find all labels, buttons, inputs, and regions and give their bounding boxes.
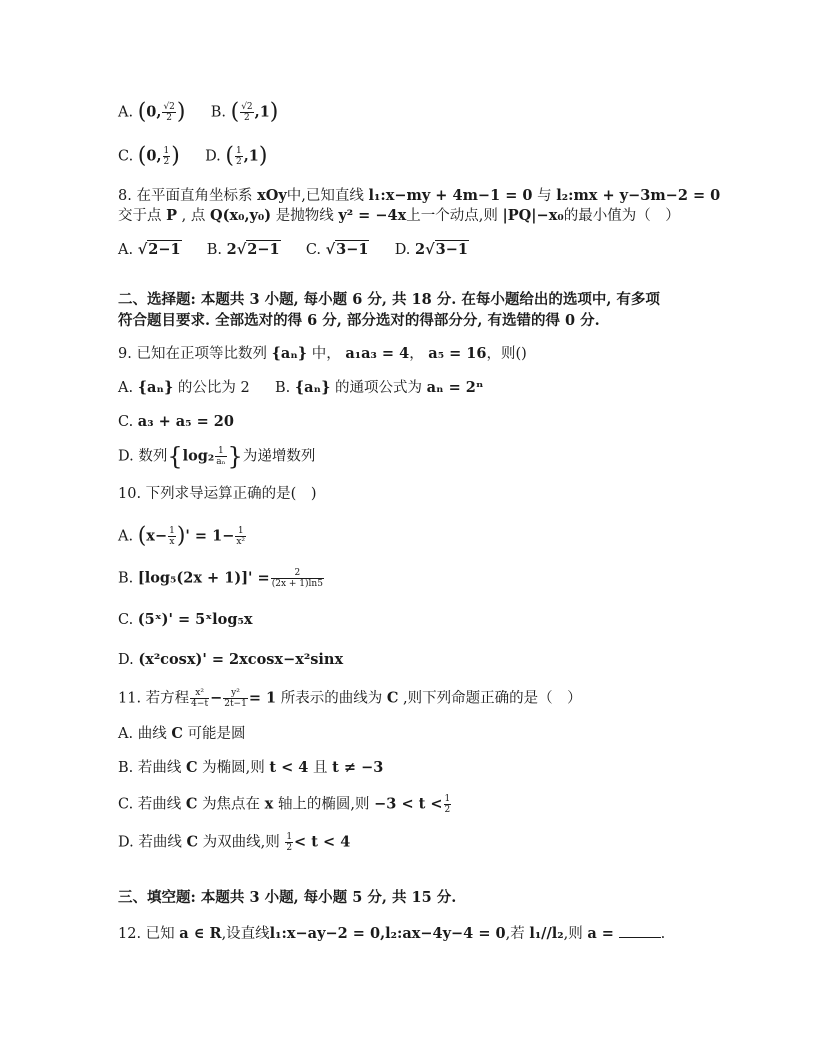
q11-option-c: C. 若曲线 C 为焦点在 x 轴上的椭圆,则 −3 < t < $\frac{1}{2}$ (118, 794, 451, 815)
q9-text: ，则() (486, 346, 527, 362)
q10-option-d: D. (x²cosx)' = 2xcosx−x²sinx (118, 651, 344, 668)
q7-option-b-expr: ,1 (254, 103, 270, 121)
q8-stem-line1 (118, 186, 720, 206)
q10-option-b-label: B. (118, 570, 134, 587)
q8-text: 的最小值为（ ） (563, 208, 680, 224)
q11-text: 所表示的曲线为 (280, 690, 383, 707)
q9-text: 的公比为 2 (177, 380, 250, 396)
q7-option-d-expr: ,1 (243, 147, 259, 165)
q8-option-a-expr: √2−1 (137, 241, 181, 258)
q9-math: {aₙ} (271, 345, 308, 362)
fraction: $\frac{1}{x}$ (169, 526, 175, 547)
q8-text: 交于点 (118, 208, 162, 224)
q11-stem: 11. 若方程 $\frac{\text{x²}}{4-t}$ − $\frac{\text{y²}}{2t-1}$ = 1 所表示的曲线为 C ,则下列命题正确的是（ ） (118, 688, 582, 709)
q7-options-cd: C. (0, $\frac{1}{2}$ ) D. ( $\frac{1}{2}$ ,1) (118, 143, 268, 169)
q7-option-d-label: D. (205, 148, 221, 165)
q10-option-c: C. (5ˣ)' = 5ˣlog₅x (118, 611, 253, 628)
q10-option-c-label: C. (118, 612, 134, 628)
q8-text: , 点 (181, 208, 206, 224)
q8-option-d-expr: 2√3−1 (415, 241, 468, 258)
q9-math: log₂ (182, 447, 215, 465)
q8-text: 与 (537, 188, 552, 204)
q9-text: 中， (311, 346, 341, 362)
q9-option-c-label: C. (118, 414, 134, 430)
q8-text: 上一个动点,则 (406, 208, 498, 224)
q8-math: |PQ|−x₀ (502, 207, 564, 224)
q12-stem: 12. 已知 a ∈ R,设直线l₁:x−ay−2 = 0,l₂:ax−4y−4 = 0,若 l₁//l₂,则 a = . (118, 925, 666, 942)
q11-option-b: B. 若曲线 C 为椭圆,则 t < 4 且 t ≠ −3 (118, 759, 384, 776)
q8-option-c-label: C. (305, 242, 322, 258)
q8-math: xOy (257, 187, 287, 204)
q9-option-d-label: D. 数列 (118, 448, 168, 465)
q7-option-c-label: C. (118, 148, 134, 165)
q8-text: 中,已知直线 (286, 188, 364, 204)
fraction: $\frac{\text{x²}}{4-t}$ (191, 688, 209, 709)
q8-text: 是抛物线 (275, 208, 334, 224)
q8-option-d-label: D. (394, 242, 411, 258)
q9-text: 为递增数列 (242, 448, 316, 465)
q8-math: l₁:x−my + 4m−1 = 0 (368, 187, 533, 204)
q8-math: Q(x₀,y₀) (209, 207, 272, 224)
fraction: $\frac{2}{(2x + 1)\ln 5}$ (271, 568, 323, 589)
fraction: $\frac{1}{2}$ (444, 794, 451, 815)
q11-text: ,则下列命题正确的是（ ） (403, 690, 582, 707)
q10-option-a-label: A. (118, 528, 134, 545)
q8-stem-line2 (118, 206, 680, 226)
q9-math: a₁a₃ = 4 (345, 345, 410, 362)
fraction: $\frac{√2}{2}$ (241, 102, 253, 123)
q9-math: a₅ = 16 (428, 345, 487, 362)
q9-text: ， (409, 346, 424, 362)
q8-option-b-label: B. (206, 242, 223, 258)
q8-math: y² = −4x (338, 207, 407, 224)
q7-option-c-expr: 0, (146, 147, 162, 165)
q7-option-a-label: A. (118, 104, 134, 121)
q9-option-b-label: B. (274, 380, 291, 396)
section2-heading-line2: 符合题目要求. 全部选对的得 6 分, 部分选对的得部分分, 有选错的得 0 分. (118, 312, 600, 329)
q9-option-d: D. 数列{log₂ $\frac{1}{\text{aₙ}}$ }为递增数列 (118, 442, 316, 471)
q10-option-b: B. [log₅(2x + 1)]' = $\frac{2}{(2x + 1)\ln 5}$ (118, 568, 323, 589)
q8-text: 8. 在平面直角坐标系 (118, 188, 253, 204)
q11-option-a: A. 曲线 C 可能是圆 (118, 725, 246, 742)
fraction: $\frac{1}{2}$ (286, 832, 293, 853)
q8-math: l₂:mx + y−3m−2 = 0 (556, 187, 721, 204)
fraction: $\frac{1}{\text{x²}}$ (236, 526, 246, 547)
q9-text: 的通项公式为 (335, 380, 423, 396)
q10-option-a: A. (x− $\frac{1}{x}$ )' = 1− $\frac{1}{\text{x²}}$ (118, 523, 246, 549)
q7-option-b-label: B. (210, 104, 226, 121)
fraction: $\frac{1}{2}$ (236, 146, 242, 167)
section2-heading-line1: 二、选择题: 本题共 3 小题, 每小题 6 分, 共 18 分. 在每小题给出的选项中, 有多项 (118, 291, 660, 308)
q8-option-b-expr: 2√2−1 (226, 241, 280, 258)
q8-options (118, 240, 469, 260)
paren-open: ( (137, 99, 147, 125)
q7-option-a-expr: 0, (146, 103, 162, 121)
q11-option-d: D. 若曲线 C 为双曲线,则 $\frac{1}{2}$ < t < 4 (118, 832, 351, 853)
q9-math: {aₙ} (137, 379, 174, 396)
q9-options-ab (118, 378, 483, 398)
q8-option-c-expr: √3−1 (325, 241, 369, 258)
q10-option-d-label: D. (118, 652, 134, 668)
q8-math: P (166, 207, 178, 224)
q9-math: aₙ = 2ⁿ (426, 379, 484, 396)
q11-text: 11. 若方程 (118, 690, 190, 707)
section3-heading: 三、填空题: 本题共 3 小题, 每小题 5 分, 共 15 分. (118, 889, 457, 906)
q8-option-a-label: A. (118, 242, 134, 258)
q9-text: 9. 已知在正项等比数列 (118, 346, 267, 362)
answer-blank[interactable] (619, 925, 661, 938)
fraction: $\frac{\text{y²}}{2t-1}$ (224, 688, 247, 709)
q10-stem: 10. 下列求导运算正确的是( ) (118, 486, 317, 502)
q9-math: {aₙ} (294, 379, 331, 396)
q9-option-a-label: A. (118, 380, 134, 396)
fraction: $\frac{1}{\text{aₙ}}$ (216, 446, 226, 467)
q9-option-c (118, 412, 234, 432)
q9-stem (118, 344, 527, 364)
fraction: $\frac{1}{2}$ (163, 146, 170, 167)
q9-math: a₃ + a₅ = 20 (137, 413, 234, 430)
q7-options-ab: A. (0, $\frac{√2}{2}$ ) B. ( $\frac{√2}{2}$ ,1) (118, 99, 279, 125)
fraction: $\frac{√2}{2}$ (163, 102, 175, 123)
